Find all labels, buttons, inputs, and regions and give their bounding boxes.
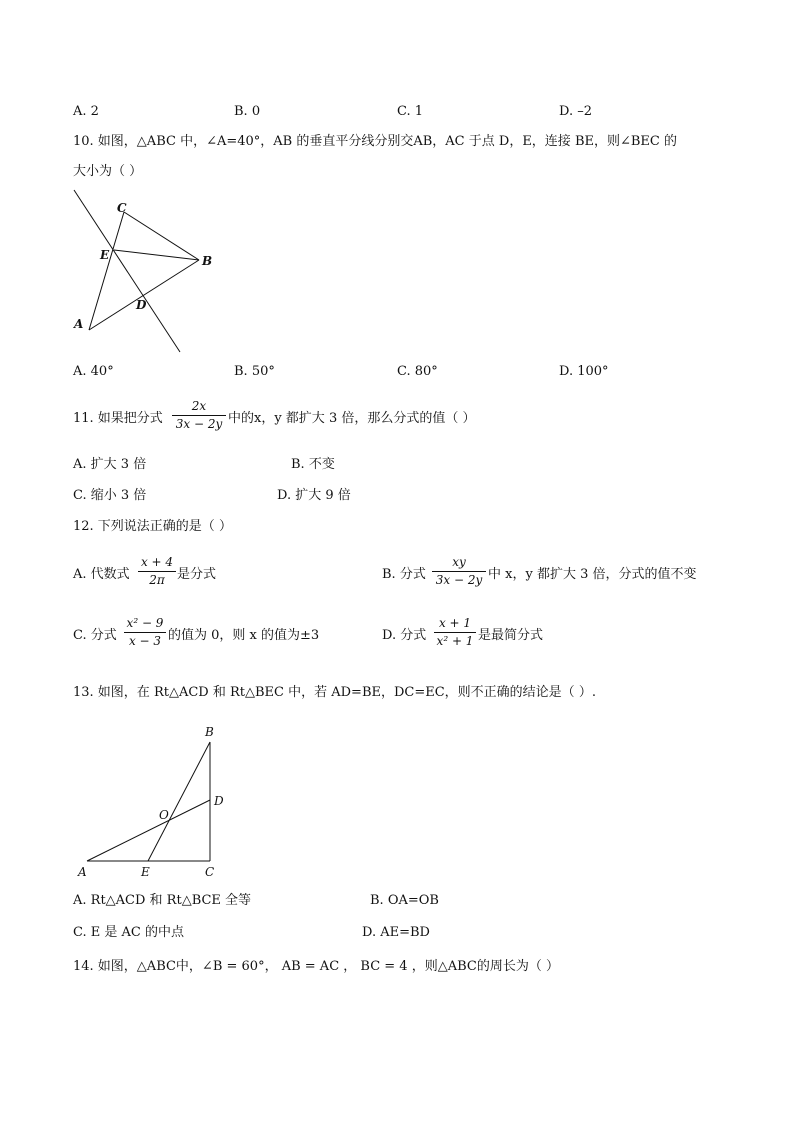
q12-option-c-numerator: x² − 9: [126, 616, 164, 630]
q9-option-a: A. 2: [73, 104, 99, 119]
q12-stem: 12. 下列说法正确的是（ ）: [73, 519, 232, 534]
q10-stem-line2: 大小为（ ）: [73, 164, 143, 179]
q12-option-a-prefix: A. 代数式: [73, 567, 130, 582]
q14-stem: 14. 如图，△ABC中，∠B = 60°， AB = AC ， BC = 4 ，则△ABC的周长为（ ）: [73, 959, 559, 974]
q13-option-d: D. AE=BD: [362, 925, 430, 940]
q10-label-d: D: [136, 298, 147, 312]
q10-option-a: A. 40°: [73, 364, 114, 379]
q13-option-c: C. E 是 AC 的中点: [73, 925, 184, 940]
q12-option-b-fraction: [432, 555, 486, 588]
q13-label-e: E: [141, 865, 150, 879]
q12-option-b-suffix: 中 x，y 都扩大 3 倍，分式的值不变: [488, 567, 697, 582]
q9-option-b: B. 0: [234, 104, 261, 119]
q12-option-a-fraction: [138, 555, 176, 588]
q12-option-b-denominator: 3x − 2y: [435, 573, 483, 587]
q11-suffix: 中的x，y 都扩大 3 倍，那么分式的值（ ）: [228, 411, 476, 426]
q13-stem: 13. 如图，在 Rt△ACD 和 Rt△BEC 中，若 AD=BE，DC=EC，则不正确的结论是（ ）.: [73, 685, 596, 700]
q13-option-a: A. Rt△ACD 和 Rt△BCE 全等: [73, 893, 252, 908]
q12-option-b-prefix: B. 分式: [382, 567, 426, 582]
q11-option-a: A. 扩大 3 倍: [73, 457, 147, 472]
q12-option-d-fraction: [434, 616, 476, 649]
q12-option-b-numerator: xy: [452, 555, 466, 569]
q12-option-c-fraction: [124, 616, 166, 649]
q12-option-d-suffix: 是最简分式: [478, 628, 544, 643]
q13-label-d: D: [214, 794, 224, 808]
q10-label-e: E: [100, 248, 110, 262]
q12-option-d-prefix: D. 分式: [382, 628, 427, 643]
q13-label-a: A: [78, 865, 87, 879]
q11-fraction-denominator: 3x − 2y: [175, 417, 223, 431]
q11-option-d: D. 扩大 9 倍: [277, 488, 351, 503]
q10-triangle-figure: [70, 188, 270, 358]
q13-option-b: B. OA=OB: [370, 893, 439, 908]
q12-option-c-denominator: x − 3: [128, 634, 162, 648]
q12-option-c-suffix: 的值为 0，则 x 的值为±3: [168, 628, 320, 643]
q11-fraction-numerator: 2x: [191, 399, 207, 413]
q13-label-c: C: [205, 865, 215, 879]
q9-option-c: C. 1: [397, 104, 424, 119]
q11-fraction: [172, 399, 226, 432]
q10-label-a: A: [74, 317, 84, 331]
q13-triangle-figure: [70, 722, 240, 882]
q10-option-c: C. 80°: [397, 364, 438, 379]
q10-stem-line1: 10. 如图，△ABC 中，∠A=40°，AB 的垂直平分线分别交AB，AC 于点 D，E，连接 BE，则∠BEC 的: [73, 134, 677, 149]
q11-option-c: C. 缩小 3 倍: [73, 488, 147, 503]
q11-prefix: 11. 如果把分式: [73, 411, 163, 426]
q13-label-o: O: [159, 808, 169, 822]
q12-option-a-suffix: 是分式: [177, 567, 217, 582]
q10-option-b: B. 50°: [234, 364, 275, 379]
q9-option-d: D. –2: [559, 104, 592, 119]
q12-option-a-numerator: x + 4: [140, 555, 174, 569]
q11-option-b: B. 不变: [291, 457, 335, 472]
q10-label-c: C: [117, 201, 127, 215]
q12-option-d-denominator: x² + 1: [436, 634, 474, 648]
q13-label-b: B: [205, 725, 214, 739]
q12-option-d-numerator: x + 1: [438, 616, 472, 630]
q12-option-c-prefix: C. 分式: [73, 628, 117, 643]
q12-option-a-denominator: 2π: [149, 573, 165, 587]
q10-label-b: B: [202, 254, 213, 268]
q10-option-d: D. 100°: [559, 364, 609, 379]
